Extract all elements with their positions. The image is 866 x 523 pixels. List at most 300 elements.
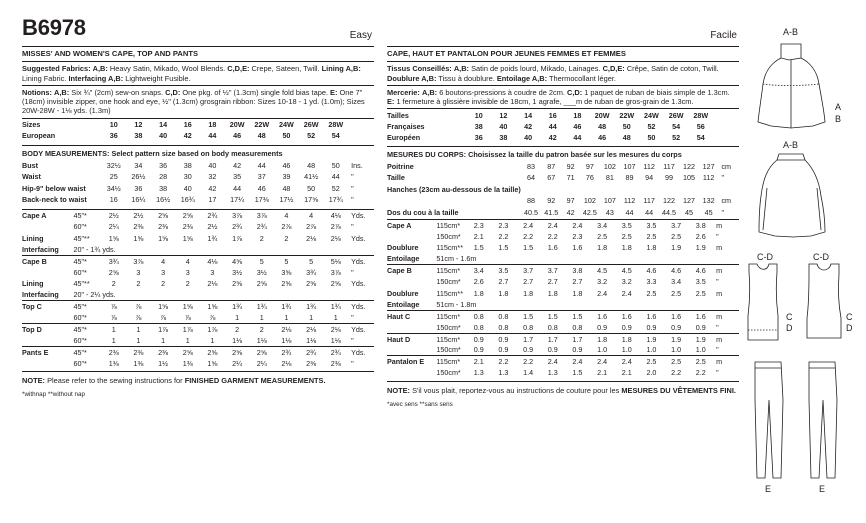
value-cell: 1⅛ [256, 335, 267, 345]
row-label [22, 221, 74, 232]
value-cell: 2⅝ [108, 267, 119, 277]
value-cell: 1.6 [572, 243, 583, 253]
value-cell: 26W [303, 119, 319, 129]
value-cell: 3.4 [590, 219, 615, 230]
value-cell: 37 [257, 172, 266, 182]
value-cell: 2.4 [540, 219, 565, 230]
value-cell: 102 [583, 196, 596, 206]
value-cell: 1⅜ [108, 358, 119, 368]
value-cell: 36 [159, 160, 168, 170]
value-cell: 28 [159, 172, 168, 182]
value-cell: 35 [233, 172, 242, 182]
row-label: Pants E [22, 346, 74, 357]
value-cell: 4 [175, 255, 200, 266]
value-cell: 1 [185, 335, 190, 345]
value-cell: 2 [185, 279, 190, 289]
row-label: Top D [22, 324, 74, 335]
row-label: Taille [387, 173, 405, 183]
value-cell: 2.4 [565, 356, 590, 367]
value-cell: 22W [254, 119, 270, 129]
fabric-width: 20" - 2¼ yds. [73, 290, 116, 300]
value-cell: 2⅝ [175, 210, 200, 221]
garment-illustrations [745, 0, 866, 523]
value-cell: 42 [566, 207, 575, 217]
table-row [22, 301, 374, 312]
row-label: Tailles [387, 110, 409, 120]
value-cell: 12 [499, 110, 508, 120]
value-cell: 2⅜ [158, 222, 169, 232]
row-label: Cape B [22, 255, 74, 266]
value-cell: 1 [126, 324, 151, 335]
finished-measurements-note-fr [387, 382, 739, 395]
value-cell: 2¾ [232, 222, 243, 232]
unit-cell [348, 119, 374, 130]
interfacing-text-fr: Thermocollant léger. [548, 73, 616, 83]
value-cell: 1.6 [639, 310, 664, 321]
fabrics-cde-key-fr: C,D,E: [602, 64, 625, 74]
value-cell: 4.6 [639, 265, 664, 276]
value-cell: 2.0 [646, 368, 657, 378]
unit-cell: " [351, 267, 354, 277]
label-e-right: E [819, 484, 826, 494]
value-cell: 0.9 [572, 345, 583, 355]
notions-paragraph-fr [387, 86, 739, 109]
note-prefix: NOTE: [22, 376, 45, 386]
value-cell: 1 [235, 313, 240, 323]
table-row [22, 324, 374, 335]
value-cell: 1⅛ [232, 335, 243, 345]
label-d-right: D [846, 323, 853, 333]
label-cd-left: C-D [757, 252, 773, 262]
value-cell: 1¾ [249, 301, 274, 312]
value-cell: 2.5 [597, 231, 608, 241]
notions-e-key: E: [330, 87, 338, 97]
value-cell: 2.3 [466, 219, 491, 230]
value-cell: 3⅝ [281, 267, 292, 277]
fabric-width: 115cm* [436, 219, 466, 230]
notions-cd-key-fr: C,D: [566, 87, 583, 97]
value-cell: 2¾ [200, 210, 225, 221]
value-cell: 1⅜ [133, 358, 144, 368]
label-cd-right: C-D [813, 252, 829, 262]
unit-cell: m [716, 288, 723, 298]
label-ab-mid: A-B [783, 140, 799, 150]
value-cell: 87 [547, 161, 556, 171]
value-cell: 44.5 [661, 207, 676, 217]
value-cell: 3.8 [565, 265, 590, 276]
table-row [387, 299, 739, 310]
table-row [387, 195, 739, 206]
value-cell: 10 [109, 119, 118, 129]
table-row [387, 253, 739, 264]
note-text: Please refer to the sewing instructions for [47, 376, 183, 386]
value-cell: 44 [208, 131, 217, 141]
interfacing-key-fr: Entoilage A,B: [496, 73, 548, 83]
value-cell: 0.9 [498, 345, 509, 355]
body-measurements-table [22, 160, 374, 206]
value-cell: 5 [274, 255, 299, 266]
value-cell: 2 [161, 279, 166, 289]
row-label [22, 312, 74, 323]
value-cell: 3⅞ [225, 210, 250, 221]
row-label: Back-neck to waist [22, 194, 87, 204]
value-cell: 44 [625, 207, 634, 217]
table-row [22, 244, 374, 255]
fabrics-paragraph-fr [387, 62, 739, 85]
value-cell: 2½ [101, 210, 126, 221]
value-cell: 22W [619, 110, 635, 120]
value-cell: 0.8 [473, 322, 484, 332]
notions-cd: One pkg. of ½" (1.3cm) single fold bias tape. [182, 87, 328, 97]
value-cell: 112 [643, 161, 655, 171]
value-cell: 2.1 [621, 368, 632, 378]
unit-cell: " [351, 358, 354, 368]
value-cell: 3.7 [664, 219, 689, 230]
table-row [22, 160, 374, 171]
value-cell: ⅞ [101, 301, 126, 312]
value-cell: 2⅛ [281, 358, 292, 368]
notions-cd-key: C,D: [165, 87, 181, 97]
value-cell: 44 [257, 160, 266, 170]
value-cell: 44 [548, 122, 557, 132]
note-bold-fr: MESURES DU VÊTEMENTS FINI. [621, 385, 736, 395]
value-cell: 2.4 [565, 219, 590, 230]
header [22, 0, 374, 46]
value-cell: ⅞ [160, 313, 167, 323]
table-row [22, 194, 374, 205]
value-cell: 16¾ [180, 194, 195, 204]
value-cell: 1 [259, 313, 264, 323]
value-cell: 1.8 [597, 243, 608, 253]
row-label [22, 267, 74, 278]
row-label: Interfacing [22, 290, 59, 300]
pattern-title-fr: CAPE, HAUT ET PANTALON POUR JEUNES FEMMES ET FEMMES [387, 49, 626, 58]
nap-footnote: *withnap **without nap [22, 391, 86, 399]
value-cell: 41½ [304, 172, 319, 182]
table-row [22, 210, 374, 221]
size-table [22, 119, 374, 142]
notions-ab-key-fr: A,B: [421, 87, 438, 97]
value-cell: 102 [603, 161, 616, 171]
value-cell: 42 [233, 160, 242, 170]
value-cell: 48 [257, 131, 266, 141]
fabric-width: 45"* [74, 210, 102, 221]
size-table-fr [387, 109, 739, 143]
value-cell: 2.1 [466, 356, 491, 367]
value-cell: 1⅝ [175, 301, 200, 312]
value-cell: 2¾ [256, 222, 267, 232]
value-cell: 2¾ [299, 346, 324, 357]
fabrics-ab-fr: Satin de poids lourd, Mikado, Lainages. [471, 64, 601, 74]
row-label [387, 231, 436, 242]
value-cell: 2¼ [108, 222, 119, 232]
value-cell: 32½ [106, 160, 121, 170]
value-cell: 1⅛ [281, 335, 292, 345]
value-cell: 48 [307, 160, 316, 170]
row-label: Cape A [22, 210, 74, 221]
value-cell: 1 [333, 313, 338, 323]
value-cell: 2⅛ [299, 324, 324, 335]
value-cell: 107 [603, 196, 616, 206]
fabric-width: 150cm* [436, 322, 461, 332]
value-cell: 0.8 [498, 322, 509, 332]
unit-cell: " [351, 335, 354, 345]
value-cell: 46 [233, 131, 242, 141]
fabric-width: 60"* [73, 313, 87, 323]
value-cell: 2.5 [688, 356, 713, 367]
value-cell: 99 [664, 173, 673, 183]
table-row [22, 278, 374, 289]
row-label [387, 195, 521, 206]
value-cell: 54 [672, 122, 681, 132]
value-cell: 122 [662, 196, 675, 206]
value-cell: 2.6 [695, 231, 706, 241]
value-cell: 0.9 [547, 345, 558, 355]
value-cell: 17⅜ [254, 194, 269, 204]
lining-text: Lining Fabric. [22, 73, 67, 83]
value-cell: 2.2 [695, 368, 706, 378]
value-cell: 3⅞ [249, 210, 274, 221]
row-label: Hip-9" below waist [22, 183, 86, 193]
value-cell: 32 [208, 172, 217, 182]
table-row [22, 232, 374, 243]
table-row [387, 288, 739, 299]
value-cell: 1.7 [565, 333, 590, 344]
notions-ab-fr: 6 boutons-pressions à coudre de 2cm. [439, 87, 565, 97]
unit-cell: Yds. [348, 346, 374, 357]
table-row [22, 335, 374, 346]
unit-cell: " [351, 313, 354, 323]
unit-cell: " [351, 183, 354, 193]
value-cell: 2.2 [491, 356, 516, 367]
row-label: Dos du cou à la taille [387, 207, 459, 217]
unit-cell: Yds. [351, 279, 366, 289]
value-cell: 45 [684, 207, 693, 217]
value-cell: 2⅜ [126, 346, 151, 357]
value-cell: 2.4 [590, 356, 615, 367]
value-cell: 20W [594, 110, 610, 120]
value-cell: 45 [704, 207, 713, 217]
value-cell: 2⅜ [306, 358, 317, 368]
fabric-width: 45"* [74, 346, 102, 357]
row-label [387, 367, 436, 378]
fabric-width: 45"* [74, 255, 102, 266]
value-cell: 52 [331, 183, 340, 193]
value-cell: 3.5 [491, 265, 516, 276]
value-cell: 2.5 [646, 288, 657, 298]
table-row [22, 255, 374, 266]
value-cell: 50 [331, 160, 340, 170]
row-label: Doublure [387, 243, 419, 253]
value-cell: 46 [257, 183, 266, 193]
value-cell: 50 [647, 133, 656, 143]
value-cell: 1⅜ [182, 358, 193, 368]
value-cell: 1⅝ [158, 233, 169, 243]
value-cell: 2⅛ [274, 324, 299, 335]
unit-cell: " [351, 222, 354, 232]
value-cell: 1 [284, 313, 289, 323]
value-cell: 71 [566, 173, 575, 183]
value-cell: 2¼ [232, 358, 243, 368]
value-cell: 2⅝ [256, 279, 267, 289]
value-cell: 1.8 [590, 333, 615, 344]
row-label: Waist [22, 172, 41, 182]
fabric-width: 51cm - 1.8m [436, 299, 477, 309]
value-cell: ⅞ [110, 313, 117, 323]
unit-cell: " [351, 194, 354, 204]
value-cell: 1¾ [207, 233, 218, 243]
nap-footnote-fr: *avec sens **sans sens [387, 400, 453, 408]
value-cell: 41.5 [544, 207, 559, 217]
value-cell: 16¼ [131, 194, 146, 204]
value-cell: 0.9 [466, 333, 491, 344]
row-label: Pantalon E [387, 356, 436, 367]
yardage-table-fr [387, 219, 739, 379]
value-cell: 1.5 [523, 243, 534, 253]
value-cell: 1.6 [664, 310, 689, 321]
value-cell: 38 [134, 131, 143, 141]
fabrics-ab: Heavy Satin, Mikado, Wool Blends. [109, 64, 226, 74]
value-cell: 46 [573, 122, 582, 132]
value-cell: 2⅜ [133, 222, 144, 232]
top-left-drawing [748, 264, 778, 340]
value-cell: ⅞ [135, 313, 142, 323]
lining-key: Lining A,B: [321, 64, 361, 74]
value-cell: 34½ [106, 183, 121, 193]
row-label: Françaises [387, 122, 425, 132]
value-cell: 3 [185, 267, 190, 277]
unit-cell: m [713, 310, 739, 321]
value-cell: 40.5 [523, 207, 538, 217]
table-row [387, 367, 739, 378]
label-c-left: C [786, 312, 793, 322]
value-cell: 1 [101, 324, 126, 335]
value-cell: 2.4 [516, 219, 541, 230]
finished-measurements-note [22, 372, 374, 385]
value-cell: 5⅛ [323, 255, 348, 266]
value-cell: 76 [585, 173, 594, 183]
value-cell: 1¾ [323, 301, 348, 312]
value-cell: 1.0 [597, 345, 608, 355]
value-cell: 46 [598, 133, 607, 143]
fabric-width: 115cm* [436, 356, 466, 367]
interfacing-key: Interfacing A,B: [68, 73, 124, 83]
french-column [387, 0, 739, 409]
fabric-width: 60"* [73, 222, 87, 232]
fabric-width: 150cm* [436, 368, 461, 378]
value-cell: 16 [183, 119, 192, 129]
top-right-drawing [807, 264, 841, 338]
table-row [387, 184, 739, 195]
value-cell: 40 [499, 122, 508, 132]
value-cell: 97 [585, 161, 594, 171]
value-cell: 18 [208, 119, 217, 129]
value-cell: 3.8 [688, 219, 713, 230]
value-cell: 0.9 [646, 322, 657, 332]
label-a-side: A [835, 102, 842, 112]
unit-cell: m [716, 243, 723, 253]
value-cell: 40 [159, 131, 168, 141]
value-cell: 3½ [256, 267, 267, 277]
unit-cell: cm [721, 161, 732, 171]
table-row [387, 206, 739, 217]
label-e-left: E [765, 484, 772, 494]
fabric-width: 150cm* [436, 277, 461, 287]
value-cell: 1⅝ [151, 301, 176, 312]
label-d-left: D [786, 323, 793, 333]
value-cell: 2⅝ [175, 346, 200, 357]
row-label: Sizes [22, 119, 41, 129]
value-cell: 2.5 [621, 231, 632, 241]
value-cell: 3 [210, 267, 215, 277]
value-cell: 0.8 [572, 322, 583, 332]
value-cell: 20W [229, 119, 245, 129]
note-bold: FINISHED GARMENT MEASUREMENTS. [184, 376, 326, 386]
fabric-width: 60"* [73, 267, 87, 277]
value-cell: 1.6 [590, 310, 615, 321]
value-cell: 17½ [279, 194, 294, 204]
yardage-table [22, 209, 374, 369]
value-cell: 2¼ [256, 358, 267, 368]
header-fr [387, 0, 739, 46]
value-cell: 1.8 [646, 243, 657, 253]
value-cell: 64 [526, 173, 535, 183]
value-cell: 0.9 [491, 333, 516, 344]
value-cell: 1.6 [614, 310, 639, 321]
table-row [387, 161, 739, 172]
value-cell: 1.5 [565, 310, 590, 321]
value-cell: 2¾ [323, 346, 348, 357]
value-cell: 1.4 [523, 368, 534, 378]
table-row [387, 172, 739, 183]
value-cell: 50 [282, 131, 291, 141]
value-cell: 1.8 [523, 288, 534, 298]
unit-cell: m [713, 333, 739, 344]
value-cell: 2 [284, 233, 289, 243]
pattern-code: B6978 [22, 15, 86, 40]
notions-paragraph [22, 86, 374, 118]
value-cell: 38 [499, 133, 508, 143]
fabric-width: 60"* [73, 358, 87, 368]
value-cell: 1⅝ [200, 301, 225, 312]
value-cell: ⅞ [209, 313, 216, 323]
value-cell: 2⅝ [249, 346, 274, 357]
table-row [387, 121, 739, 132]
value-cell: 24W [644, 110, 659, 120]
value-cell: 2⅛ [306, 233, 317, 243]
value-cell: 1.8 [547, 288, 558, 298]
value-cell: 28W [328, 119, 344, 129]
value-cell: 44 [331, 172, 340, 182]
label-c-right: C [846, 312, 853, 322]
table-row [387, 265, 739, 276]
fabrics-label: Suggested Fabrics: [22, 64, 91, 74]
value-cell: 10 [474, 110, 483, 120]
value-cell: ⅞ [126, 301, 151, 312]
notions-cd-fr: 1 paquet de ruban de biais simple de 1.3cm. [584, 87, 730, 97]
value-cell: 16 [548, 110, 557, 120]
row-label: Top C [22, 301, 74, 312]
value-cell: 2⅝ [306, 279, 317, 289]
value-cell: 2.5 [664, 356, 689, 367]
value-cell: 1.3 [498, 368, 509, 378]
value-cell: 40 [524, 133, 533, 143]
table-row [387, 231, 739, 242]
unit-cell: Yds. [348, 255, 374, 266]
value-cell: 89 [625, 173, 634, 183]
unit-cell: cm [721, 196, 732, 206]
value-cell: 4 [299, 210, 324, 221]
